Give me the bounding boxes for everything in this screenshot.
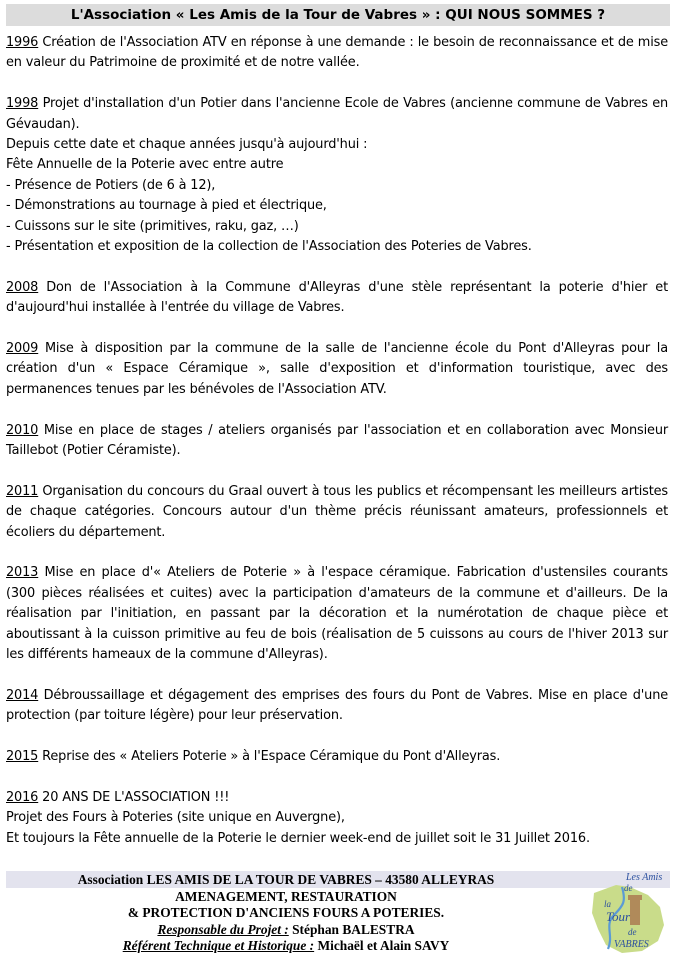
footer-text (6, 872, 566, 955)
page-title: L'Association « Les Amis de la Tour de Vabres » : QUI NOUS SOMMES ? (6, 4, 670, 26)
entry-text: Mise en place d'« Ateliers de Poterie » à l'espace céramique. Fabrication d'ustensiles courants (300 pièces réalisées et cuites) avec la participation d'amateurs de la commune et d'ailleurs. De la réalisation par l'initiation, en passant par la décoration et la numérotation de chaque pièce et aboutissant à la cuisson primitive au feu de bois (réalisation de 5 cuissons au cours de l'hiver 2013 sur les différents hameaux de la commune d'Alleyras). (6, 565, 668, 663)
footer-association: Association LES AMIS DE LA TOUR DE VABRES – 43580 ALLEYRAS (77, 872, 495, 887)
logo-text-2: de (624, 883, 633, 893)
entry-text: Reprise des « Ateliers Poterie » à l'Espace Céramique du Pont d'Alleyras. (38, 749, 501, 765)
entry-year: 2013 (6, 565, 39, 581)
entry-year: 2008 (6, 279, 39, 295)
entry-1996 (6, 33, 668, 74)
entry-line: Projet des Fours à Poteries (site unique en Auvergne), (6, 810, 345, 826)
list-item: - Présence de Potiers (de 6 à 12), (6, 177, 216, 193)
entry-line: Depuis cette date et chaque années jusqu'à aujourd'hui : (6, 137, 368, 153)
entry-2011 (6, 482, 668, 543)
entry-text: Don de l'Association à la Commune d'Alleyras d'une stèle représentant la poterie d'hier et d'aujourd'hui installée à l'entrée du village de Vabres. (6, 279, 668, 316)
entry-year: 2016 (6, 789, 39, 805)
entry-2013 (6, 563, 668, 665)
footer-referent-name: Michaël et Alain SAVY (314, 938, 450, 953)
entry-text: Création de l'Association ATV en réponse à une demande : le besoin de reconnaissance et de mise en valeur du Patrimoine de proximité et de notre vallée. (6, 35, 668, 71)
list-item: - Cuissons sur le site (primitives, raku, gaz, …) (6, 218, 299, 234)
list-item: - Présentation et exposition de la collection de l'Association des Poteries de Vabres. (6, 239, 532, 255)
footer (6, 871, 670, 957)
entry-text: 20 ANS DE L'ASSOCIATION !!! (38, 789, 230, 805)
association-logo (564, 871, 670, 957)
logo-text-5: de (628, 927, 637, 937)
entry-year: 2009 (6, 341, 39, 357)
entry-text: Mise à disposition par la commune de la salle de l'ancienne école du Pont d'Alleyras pour la création d'un « Espace Céramique », salle d'exposition et d'information touristique, avec des permanences tenues par les bénévoles de l'Association ATV. (6, 341, 668, 397)
entry-year: 2010 (6, 422, 39, 438)
entry-2008 (6, 278, 668, 319)
entry-line: Fête Annuelle de la Poterie avec entre autre (6, 157, 284, 173)
footer-referent (6, 938, 566, 955)
entry-year: 1996 (6, 35, 39, 50)
entry-year: 1998 (6, 96, 39, 112)
list-item: - Démonstrations au tournage à pied et électrique, (6, 198, 327, 214)
entry-text: Organisation du concours du Graal ouvert à tous les publics et récompensant les meilleurs artistes de chaque catégories. Concours autour d'un thème précis réunissant amateurs, professionnels et écoliers du département. (6, 483, 668, 540)
entry-text: Débroussaillage et dégagement des emprises des fours du Pont de Vabres. Mise en place d'une protection (par toiture légère) pour leur préservation. (6, 687, 668, 724)
history-timeline (6, 33, 668, 870)
entry-year: 2011 (6, 483, 39, 499)
entry-line: Et toujours la Fête annuelle de la Poterie le dernier week-end de juillet soit le 31 Juillet 2016. (6, 830, 590, 846)
entry-2014 (6, 686, 668, 727)
entry-2009 (6, 339, 668, 400)
entry-text: Projet d'installation d'un Potier dans l'ancienne Ecole de Vabres (ancienne commune de Vabres en Gévaudan). (6, 96, 668, 132)
footer-responsable-name: Stéphan BALESTRA (288, 921, 415, 937)
footer-responsable-label: Responsable du Projet : (157, 921, 289, 937)
entry-year: 2014 (6, 687, 39, 703)
logo-text-6: VABRES (614, 939, 649, 950)
footer-responsable (6, 922, 566, 939)
entry-year: 2015 (6, 749, 39, 765)
entry-2010 (6, 421, 668, 462)
footer-protection: & PROTECTION D'ANCIENS FOURS A POTERIES. (127, 905, 445, 920)
entry-1998 (6, 94, 668, 257)
footer-referent-label: Référent Technique et Historique : (122, 938, 315, 953)
footer-activity: AMENAGEMENT, RESTAURATION (175, 888, 397, 904)
logo-text-3: la (604, 899, 612, 909)
entry-text: Mise en place de stages / ateliers organisés par l'association et en collaboration avec Monsieur Taillebot (Potier Céramiste). (6, 422, 668, 459)
entry-2015 (6, 747, 668, 767)
logo-text-4: Tour (606, 909, 631, 924)
logo-icon (564, 871, 670, 957)
entry-2016 (6, 788, 668, 849)
logo-text-1: Les Amis (626, 872, 663, 883)
